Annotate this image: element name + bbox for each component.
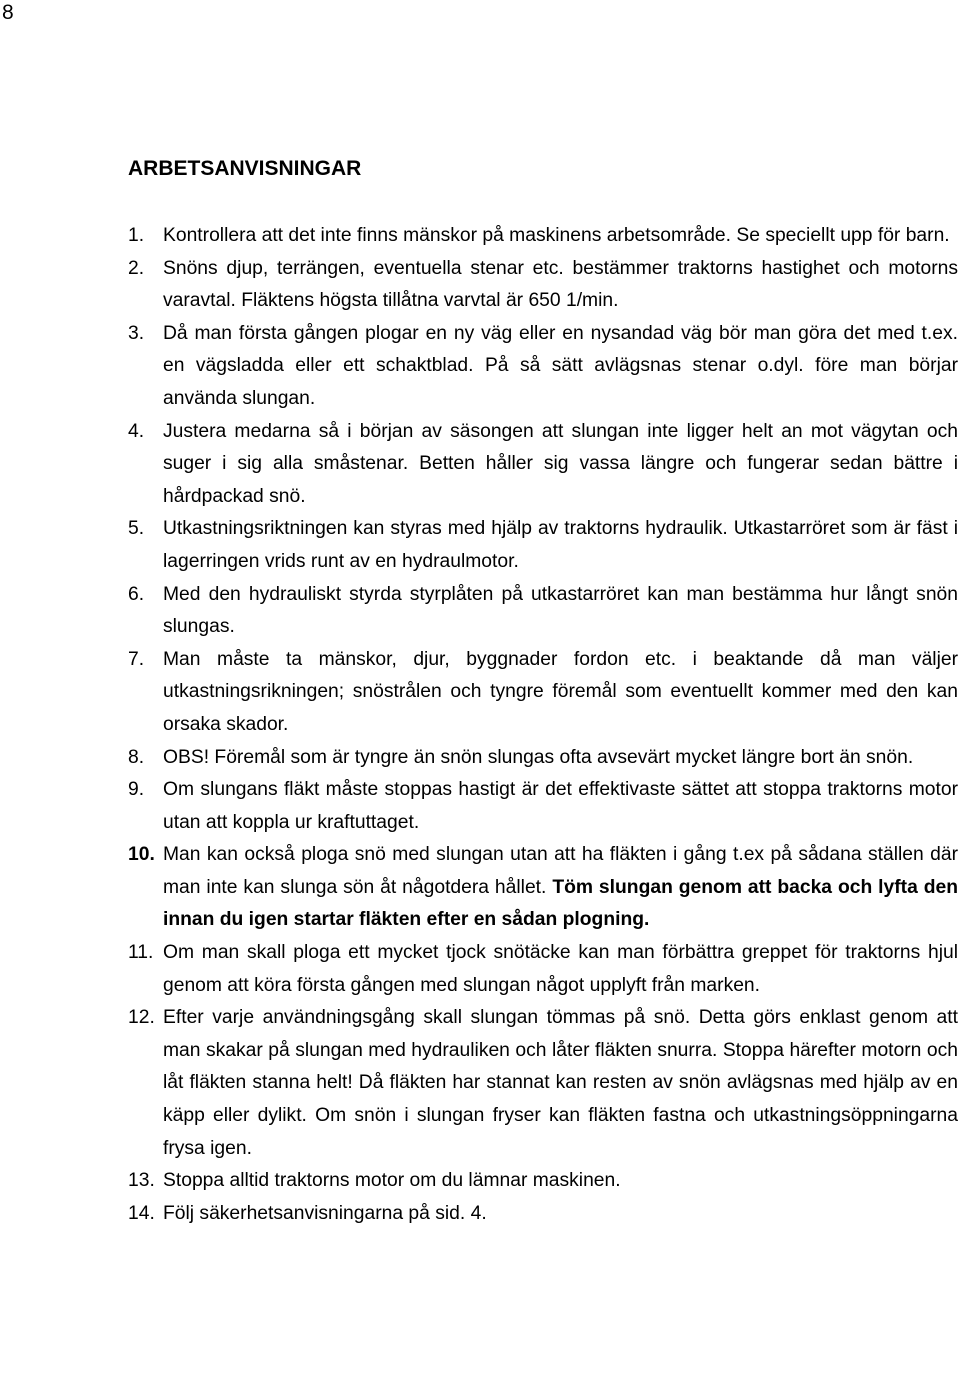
list-item-3 [128, 318, 958, 416]
step-text: Stoppa alltid traktorns motor om du lämnar maskinen. [163, 1170, 621, 1192]
list-item-14 [128, 1198, 958, 1231]
list-item-5 [128, 513, 958, 578]
page-title: ARBETSANVISNINGAR [128, 157, 362, 180]
step-number: 7. [128, 648, 145, 670]
list-item-7 [128, 644, 958, 742]
step-warning-text: Töm slungan genom att backa och lyfta den innan du igen startar fläkten efter en sådan plogning. [163, 876, 958, 931]
list-item-1 [128, 220, 958, 253]
step-text: Utkastningsriktningen kan styras med hjälp av traktorns hydraulik. Utkastarröret som är fäst i lagerringen vrids runt av en hydraulmotor. [163, 518, 958, 572]
list-item-8 [128, 742, 958, 775]
step-number: 8. [128, 746, 145, 768]
step-number: 12. [128, 1007, 155, 1029]
step-number: 9. [128, 779, 145, 801]
step-text: Följ säkerhetsanvisningarna på sid. 4. [163, 1202, 487, 1224]
list-item-13 [128, 1165, 958, 1198]
list-item-6 [128, 579, 958, 644]
step-text: Man måste ta mänskor, djur, byggnader fordon etc. i beaktande då man väljer utkastningsrikningen; snöstrålen och tyngre föremål som eventuellt kommer med den kan orsaka skador. [163, 648, 958, 735]
step-number: 1. [128, 225, 145, 246]
step-number: 11. [128, 942, 154, 964]
page-number: 8 [2, 1, 14, 24]
step-number: 2. [128, 257, 145, 279]
list-item-11 [128, 937, 958, 1002]
step-text: OBS! Föremål som är tyngre än snön slungas ofta avsevärt mycket längre bort än snön. [163, 746, 914, 768]
step-text-wrapper [163, 839, 958, 937]
step-text: Då man första gången plogar en ny väg eller en nysandad väg bör man göra det med t.ex. en vägsladda eller ett schaktblad. På så sätt avlägsnas stenar o.dyl. före man börjar använda slungan. [163, 322, 958, 409]
instruction-list [128, 220, 958, 1230]
step-text: Man kan också ploga snö med slungan utan att ha fläkten i gång t.ex på sådana ställen där man inte kan slunga sön åt någotdera hållet. [163, 844, 958, 898]
step-text: Justera medarna så i början av säsongen att slungan inte ligger helt an mot vägytan och suger i sig alla småstenar. Betten håller sig vassa längre och fungerar sedan bättre i hårdpackad snö. [163, 420, 958, 507]
step-number: 14. [128, 1202, 155, 1224]
list-item-10 [128, 839, 958, 937]
step-text: Om man skall ploga ett mycket tjock snötäcke kan man förbättra greppet för traktorns hjul genom att köra första gången med slungan något upplyft från marken. [163, 942, 958, 996]
step-text: Snöns djup, terrängen, eventuella stenar etc. bestämmer traktorns hastighet och motorns varavtal. Fläktens högsta tillåtna varvtal är 650 1/min. [163, 257, 958, 312]
step-number: 6. [128, 583, 145, 605]
list-item-4 [128, 416, 958, 514]
step-number: 13. [128, 1170, 155, 1192]
list-item-2 [128, 253, 958, 318]
step-number: 3. [128, 322, 145, 344]
step-number: 4. [128, 420, 145, 442]
step-text: Med den hydrauliskt styrda styrplåten på utkastarröret kan man bestämma hur långt snön slungas. [163, 583, 958, 638]
list-item-12 [128, 1002, 958, 1165]
step-text: Om slungans fläkt måste stoppas hastigt är det effektivaste sättet att stoppa traktorns motor utan att koppla ur kraftuttaget. [163, 779, 958, 833]
list-item-9 [128, 774, 958, 839]
step-number: 5. [128, 518, 145, 540]
step-text: Efter varje användningsgång skall slungan tömmas på snö. Detta görs enklast genom att man skakar på slungan med hydrauliken och låter fläkten snurra. Stoppa härefter motorn och låt fläkten stanna helt! Då fläkten har stannat kan resten av snön avlägsnas med hjälp av en käpp eller dylikt. Om snön i slungan fryser kan fläkten fastna och utkastningsöppningarna frysa igen. [163, 1007, 958, 1159]
step-text: Kontrollera att det inte finns mänskor på maskinens arbetsområde. Se speciellt upp för barn. [163, 225, 950, 246]
step-number: 10. [128, 844, 155, 866]
